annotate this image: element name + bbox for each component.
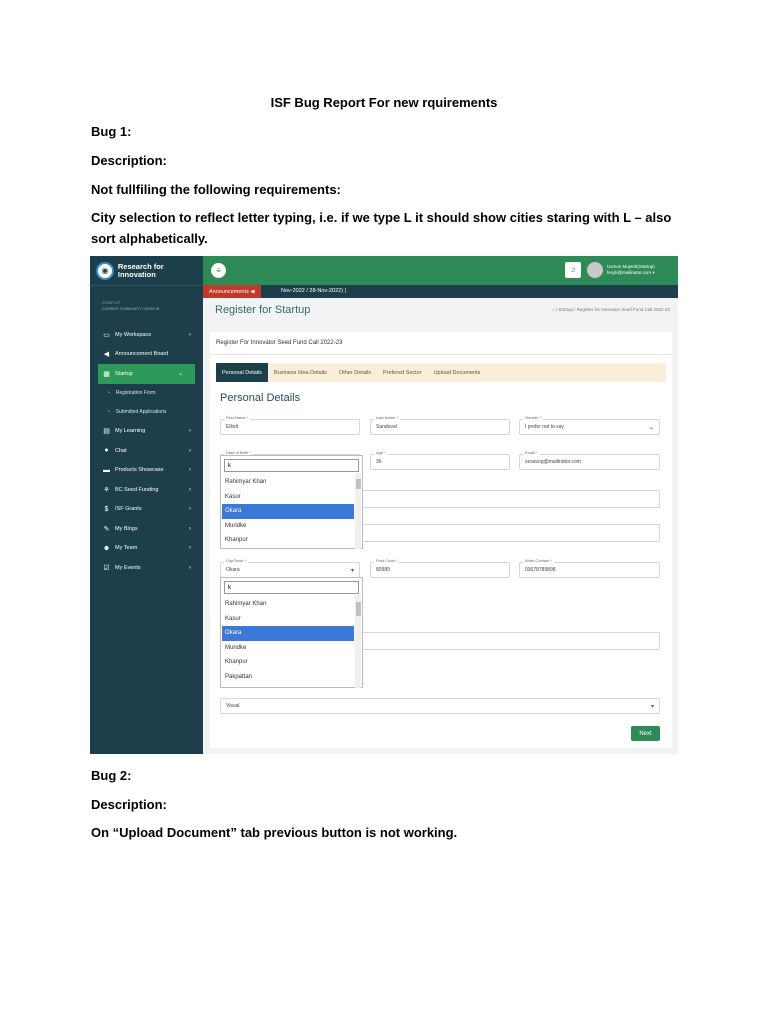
bug1-line-1: Not fullfiling the following requirements: bbox=[91, 182, 341, 197]
sidebar-role: STARTUP bbox=[102, 300, 121, 305]
sidebar-item-chat[interactable] bbox=[90, 441, 203, 461]
last-name-label: Last Name * bbox=[376, 415, 399, 420]
dropdown-option[interactable]: Khanpur bbox=[225, 537, 248, 544]
announcement-text: Nov-2022 / 28-Nov-2022) | bbox=[281, 288, 347, 294]
last-name-field[interactable]: Sandoval bbox=[370, 419, 510, 435]
dob-label: Date of Birth * bbox=[226, 450, 251, 455]
sidebar-item-label: My Events bbox=[115, 564, 141, 571]
brand[interactable] bbox=[90, 256, 203, 286]
sidebar bbox=[90, 256, 203, 754]
user-menu[interactable] bbox=[607, 264, 655, 276]
dropdown-option[interactable]: Okara bbox=[222, 504, 354, 519]
sidebar-item-label: My Blogs bbox=[115, 525, 138, 532]
chevron-down-icon: ▾ bbox=[350, 567, 354, 574]
bug2-line-1: On “Upload Document” tab previous button is not working. bbox=[91, 825, 458, 840]
sidebar-subitem-registration-form[interactable] bbox=[90, 384, 203, 403]
next-button[interactable]: Next bbox=[631, 726, 660, 741]
post-code-label: Post Code * bbox=[376, 558, 398, 563]
book-icon: ▤ bbox=[103, 428, 110, 436]
dropdown-option[interactable]: Khanpur bbox=[225, 659, 248, 666]
gender-value: I prefer not to say bbox=[525, 424, 564, 430]
sidebar-item-label: Announcement Board bbox=[115, 351, 169, 358]
bell-icon[interactable]: ♫ bbox=[565, 262, 581, 278]
sidebar-item-label: Chat bbox=[115, 447, 127, 454]
page-title: Register for Startup bbox=[215, 304, 311, 316]
dropdown-search-input[interactable]: k bbox=[224, 459, 359, 472]
sidebar-item-label: Startup bbox=[115, 370, 133, 377]
chevron-right-icon: › bbox=[189, 564, 191, 571]
tab-personal-details[interactable]: Personal Details bbox=[216, 363, 268, 382]
scrollbar-thumb[interactable] bbox=[356, 602, 361, 616]
team-icon: ☻ bbox=[102, 544, 111, 552]
sidebar-item-label: My Team bbox=[115, 545, 138, 552]
chevron-right-icon: › bbox=[189, 447, 191, 454]
address-field-2[interactable] bbox=[350, 524, 660, 542]
sidebar-item-my-learning[interactable] bbox=[90, 422, 203, 442]
bug2-heading: Bug 2: bbox=[91, 768, 132, 783]
sidebar-item-startup[interactable] bbox=[98, 364, 195, 384]
city-select[interactable] bbox=[220, 562, 360, 578]
sidebar-item-my-events[interactable] bbox=[90, 558, 203, 578]
dropdown-option[interactable]: Kasur bbox=[225, 615, 241, 622]
sidebar-item-label: My Workspace bbox=[115, 331, 152, 338]
tab-business-idea-details[interactable]: Business Idea Details bbox=[274, 369, 327, 376]
doc-title: ISF Bug Report For new rquirements bbox=[270, 95, 498, 110]
section-title: Personal Details bbox=[220, 392, 301, 404]
chevron-right-icon: › bbox=[189, 506, 191, 513]
first-name-label: First Name * bbox=[226, 415, 249, 420]
dropdown-option[interactable]: Okara bbox=[222, 626, 354, 641]
user-name: Usman Mujeeb(Startup) bbox=[607, 264, 655, 269]
announcement-label: Announcements bbox=[209, 288, 249, 295]
visual-value: Visual bbox=[226, 703, 240, 709]
sidebar-subitem-submitted-applications[interactable] bbox=[90, 403, 203, 422]
tab-prefered-sector[interactable]: Prefered Sector bbox=[383, 369, 422, 376]
chevron-down-icon: ⌄ bbox=[177, 371, 183, 378]
bug1-line-2: City selection to reflect letter typing, i.e. if we type L it should show cities staring with L – also sort alphabetically. bbox=[91, 210, 672, 246]
post-code-field[interactable]: 80989 bbox=[370, 562, 510, 578]
first-name-field[interactable]: Elliott bbox=[220, 419, 360, 435]
scrollbar-thumb[interactable] bbox=[356, 479, 361, 489]
sidebar-menu bbox=[90, 325, 203, 578]
bug2-description-label: Description: bbox=[91, 797, 167, 812]
description-field[interactable] bbox=[350, 632, 660, 650]
city-dropdown-2 bbox=[220, 577, 363, 688]
app-screenshot bbox=[90, 256, 678, 754]
gender-select[interactable] bbox=[519, 419, 660, 435]
chevron-right-icon: › bbox=[189, 467, 191, 474]
avatar[interactable] bbox=[587, 262, 603, 278]
breadcrumb[interactable]: ⌂ / Startup / Register for Innovator Seed Fund Call 2022-23 bbox=[551, 307, 670, 312]
dropdown-option[interactable]: Pakpattan bbox=[225, 673, 253, 680]
work-contact-field[interactable]: 03078789898 bbox=[519, 562, 660, 578]
city-value: Okara bbox=[226, 567, 240, 573]
sidebar-item-label: My Learning bbox=[115, 428, 146, 435]
chevron-right-icon: › bbox=[189, 331, 191, 338]
sidebar-cohort: CURRENT COMMUNITY CARDS IN bbox=[102, 307, 160, 311]
chevron-right-icon: › bbox=[189, 486, 191, 493]
chevron-down-icon: ⌄ bbox=[648, 424, 654, 431]
registration-card bbox=[210, 332, 672, 748]
building-icon: ▦ bbox=[103, 370, 110, 378]
email-field[interactable]: xexavog@mailinator.com bbox=[519, 454, 660, 470]
logo-icon: ◉ bbox=[96, 262, 114, 280]
dollar-icon: $ bbox=[104, 505, 109, 513]
email-label: Email * bbox=[525, 450, 538, 455]
divider bbox=[210, 354, 672, 355]
sidebar-item-isf-grants[interactable] bbox=[90, 500, 203, 520]
chevron-right-icon: › bbox=[189, 525, 191, 532]
megaphone-icon: ◀ bbox=[250, 288, 255, 295]
gender-label: Gender * bbox=[525, 415, 542, 420]
tab-other-details[interactable]: Other Details bbox=[338, 369, 372, 376]
sidebar-item-my-blogs[interactable] bbox=[90, 519, 203, 539]
showcase-icon: ▬ bbox=[103, 466, 110, 474]
bullet-icon: • bbox=[108, 409, 110, 415]
dropdown-option[interactable]: Rahimyar Khan bbox=[225, 601, 267, 608]
sidebar-item-bc-seed-funding[interactable] bbox=[90, 480, 203, 500]
announcement-tag bbox=[203, 285, 261, 298]
tab-upload-documents[interactable]: Upload Documents bbox=[433, 369, 481, 376]
sidebar-item-my-workspace[interactable] bbox=[90, 325, 203, 345]
funding-icon: ⚘ bbox=[103, 486, 110, 494]
address-field[interactable] bbox=[350, 490, 660, 508]
dropdown-option[interactable]: Muridke bbox=[225, 644, 247, 651]
sidebar-item-label: BC Seed Funding bbox=[115, 486, 159, 493]
bullet-icon: • bbox=[108, 390, 110, 396]
card-title: Register For Innovator Seed Fund Call 2022-23 bbox=[216, 340, 343, 346]
sidebar-subitem-label: Registration Form bbox=[115, 390, 156, 396]
visual-select[interactable] bbox=[220, 698, 660, 714]
brand-name: Research for Innovation bbox=[117, 261, 164, 279]
dropdown-option[interactable]: Rahimyar Khan bbox=[225, 479, 267, 486]
dropdown-option[interactable]: Muridke bbox=[225, 522, 247, 529]
menu-toggle-icon[interactable]: ≡ bbox=[211, 263, 226, 278]
city-dropdown-1 bbox=[220, 455, 363, 549]
top-bar bbox=[203, 256, 678, 285]
user-email: fecyk@mailinator.com ▾ bbox=[607, 270, 655, 275]
sidebar-subitem-label: Submitted Applications bbox=[115, 409, 167, 415]
age-label: Age * bbox=[376, 450, 386, 455]
chat-icon: ● bbox=[104, 447, 109, 455]
city-label: City/Town * bbox=[226, 558, 247, 563]
megaphone-icon: ◀ bbox=[103, 351, 110, 359]
bug1-description-label: Description: bbox=[91, 153, 167, 168]
work-contact-label: Work Contact * bbox=[525, 558, 552, 563]
sidebar-item-label: Products Showcase bbox=[115, 467, 164, 474]
laptop-icon: ▭ bbox=[103, 331, 110, 339]
age-field[interactable]: 36 bbox=[370, 454, 510, 470]
sidebar-item-label: ISF Grants bbox=[115, 506, 142, 513]
calendar-icon: ☑ bbox=[103, 564, 110, 572]
announcement-bar bbox=[203, 285, 678, 298]
tab-bar bbox=[216, 363, 666, 382]
sidebar-item-announcement-board[interactable] bbox=[90, 345, 203, 365]
dropdown-search-input[interactable]: k bbox=[224, 581, 359, 594]
chevron-down-icon: ▾ bbox=[650, 703, 654, 710]
chevron-right-icon: › bbox=[189, 428, 191, 435]
dropdown-option[interactable]: Kasur bbox=[225, 493, 241, 500]
sidebar-item-products-showcase[interactable] bbox=[90, 461, 203, 481]
sidebar-item-my-team[interactable] bbox=[90, 539, 203, 559]
bug1-heading: Bug 1: bbox=[91, 124, 132, 139]
chevron-right-icon: › bbox=[189, 545, 191, 552]
blog-icon: ✎ bbox=[103, 525, 110, 533]
